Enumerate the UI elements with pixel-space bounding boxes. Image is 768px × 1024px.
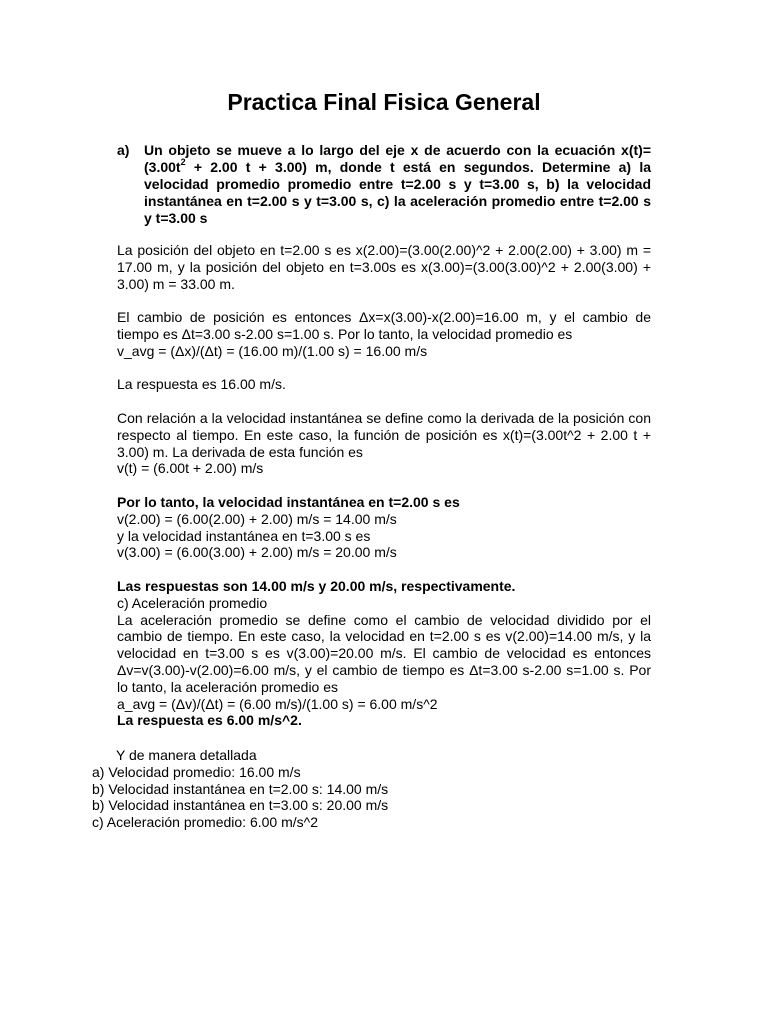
question-eq-rest: + 2.00 t + 3.00) m, donde t está en segundos. Determine a) la velocidad promedio promedio entre t=2.00 s y t=3.00 s, b) la velocidad instantánea en t=2.00 s y t=3.00 s, c) la aceleración promedio entre t=2.00 s y t=3.00 s	[144, 159, 651, 226]
summary-item: b) Velocidad instantánea en t=3.00 s: 20.00 m/s	[92, 797, 389, 814]
acceleration-answer: La respuesta es 6.00 m/s^2.	[117, 712, 302, 729]
paragraph-displacement	[117, 309, 651, 359]
paragraph-instant-velocity	[117, 410, 651, 477]
solution-body	[117, 242, 651, 746]
paragraph-velocity-values	[117, 494, 651, 561]
summary-item: a) Velocidad promedio: 16.00 m/s	[92, 763, 301, 780]
exponent-superscript: 2	[180, 157, 186, 168]
question-label: a)	[117, 142, 130, 158]
summary-lead: Y de manera detallada	[116, 747, 257, 763]
displacement-text: El cambio de posición es entonces Δx=x(3.00)-x(2.00)=16.00 m, y el cambio de tiempo es Δt=3.00 s-2.00 s=1.00 s. Por lo tanto, la velocidad promedio es	[117, 309, 651, 342]
summary-item: c) Aceleración promedio: 6.00 m/s^2	[92, 814, 319, 831]
velocity-at-3-intro: y la velocidad instantánea en t=3.00 s es	[117, 527, 371, 544]
velocity-at-2: v(2.00) = (6.00(2.00) + 2.00) m/s = 14.00 m/s	[117, 510, 397, 527]
paragraph-acceleration	[117, 578, 651, 729]
question-eq-start: x(t)=(3.00t	[144, 142, 651, 175]
acceleration-formula: a_avg = (Δv)/(Δt) = (6.00 m/s)/(1.00 s) = 6.00 m/s^2	[117, 695, 438, 712]
summary-item: b) Velocidad instantánea en t=2.00 s: 14.00 m/s	[92, 780, 389, 797]
paragraph-position: La posición del objeto en t=2.00 s es x(2.00)=(3.00(2.00)^2 + 2.00(2.00) + 3.00) m = 17.00 m, y la posición del objeto en t=3.00s es x(3.00)=(3.00(3.00)^2 + 2.00(3.00) + 3.00) m = 33.00 m.	[117, 242, 651, 292]
avg-velocity-formula: v_avg = (Δx)/(Δt) = (16.00 m)/(1.00 s) = 16.00 m/s	[117, 342, 428, 359]
velocity-function: v(t) = (6.00t + 2.00) m/s	[117, 460, 264, 477]
acceleration-heading: c) Aceleración promedio	[117, 594, 268, 611]
velocity-answers: Las respuestas son 14.00 m/s y 20.00 m/s, respectivamente.	[117, 577, 516, 594]
paragraph-answer-1: La respuesta es 16.00 m/s.	[117, 376, 286, 393]
acceleration-text: La aceleración promedio se define como el cambio de velocidad dividido por el cambio de tiempo. En este caso, la velocidad en t=2.00 s es v(2.00)=14.00 m/s, y la velocidad en t=3.00 s es v(3.00)=20.00 m/s. El cambio de velocidad es entonces Δv=v(3.00)-v(2.00)=6.00 m/s, y el cambio de tiempo es Δt=3.00 s-2.00 s=1.00 s. Por lo tanto, la aceleración promedio es	[117, 611, 651, 695]
derivative-text: Con relación a la velocidad instantánea se define como la derivada de la posición con respecto al tiempo. En este caso, la función de posición es x(t)=(3.00t^2 + 2.00 t + 3.00) m. La derivada de esta función es	[117, 409, 651, 460]
page-title: Practica Final Fisica General	[227, 89, 541, 115]
velocity-heading: Por lo tanto, la velocidad instantánea en t=2.00 s es	[117, 493, 460, 510]
velocity-at-3: v(3.00) = (6.00(3.00) + 2.00) m/s = 20.00 m/s	[117, 544, 397, 561]
question-text	[144, 142, 651, 227]
summary-list	[92, 747, 652, 831]
question-line-1: Un objeto se mueve a lo largo del eje x de acuerdo con la ecuación	[144, 142, 616, 158]
